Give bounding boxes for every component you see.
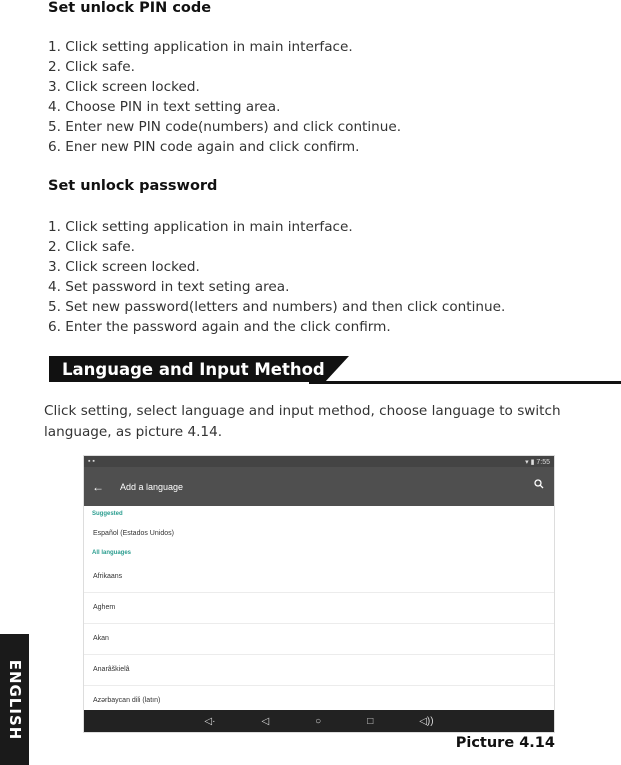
password-step: 6. Enter the password again and the click confirm.	[48, 319, 391, 335]
app-bar	[84, 467, 554, 506]
language-item[interactable]: Akan	[84, 624, 554, 655]
nav-bar	[84, 710, 554, 732]
pin-step: 6. Ener new PIN code again and click confirm.	[48, 139, 360, 155]
signal-icon: ▾ ▮	[525, 458, 537, 466]
password-steps	[48, 217, 505, 337]
all-languages-label: All languages	[92, 550, 132, 556]
language-side-tab	[0, 634, 29, 765]
volume-down-icon[interactable]: ◁·	[204, 715, 216, 727]
language-item-suggested[interactable]: Español (Estados Unidos)	[93, 530, 174, 537]
pin-step: 2. Click safe.	[48, 59, 135, 75]
status-bar	[84, 456, 554, 467]
pin-steps	[48, 37, 401, 157]
volume-up-icon[interactable]: ◁))	[419, 715, 434, 727]
section-body: Click setting, select language and input method, choose language to switch language, as picture 4.14.	[44, 403, 561, 440]
search-icon[interactable]	[534, 479, 544, 492]
pin-heading: Set unlock PIN code	[48, 0, 212, 16]
password-step: 1. Click setting application in main interface.	[48, 219, 353, 235]
device-screenshot	[83, 455, 555, 733]
suggested-label: Suggested	[92, 511, 123, 517]
password-step: 3. Click screen locked.	[48, 259, 200, 275]
picture-caption: Picture 4.14	[455, 735, 555, 751]
back-arrow-icon[interactable]: ←	[92, 479, 104, 494]
password-step: 4. Set password in text seting area.	[48, 279, 290, 295]
section-title: Language and Input Method	[62, 360, 325, 379]
side-tab-label: ENGLISH	[5, 659, 24, 740]
home-icon[interactable]: ○	[315, 715, 322, 727]
pin-step: 1. Click setting application in main interface.	[48, 39, 353, 55]
password-step: 5. Set new password(letters and numbers) and then click continue.	[48, 299, 506, 315]
pin-step: 5. Enter new PIN code(numbers) and click continue.	[48, 119, 402, 135]
status-time: 7:55	[536, 458, 550, 466]
pin-step: 4. Choose PIN in text setting area.	[48, 99, 281, 115]
pin-step: 3. Click screen locked.	[48, 79, 200, 95]
language-item[interactable]: Aghem	[84, 593, 554, 624]
language-item[interactable]: Afrikaans	[84, 562, 554, 593]
section-rule	[309, 381, 621, 384]
password-step: 2. Click safe.	[48, 239, 135, 255]
language-item[interactable]: Anarâškielâ	[84, 655, 554, 686]
back-icon[interactable]: ◁	[261, 715, 270, 727]
recents-icon[interactable]: □	[367, 715, 374, 727]
password-heading: Set unlock password	[48, 178, 218, 194]
section-banner	[49, 356, 621, 384]
notification-icon: ▪ ▪	[88, 458, 95, 465]
status-time-wrap	[525, 458, 550, 466]
app-bar-title: Add a language	[120, 481, 184, 492]
language-item[interactable]: Azərbaycan dili (latın)	[84, 686, 554, 717]
